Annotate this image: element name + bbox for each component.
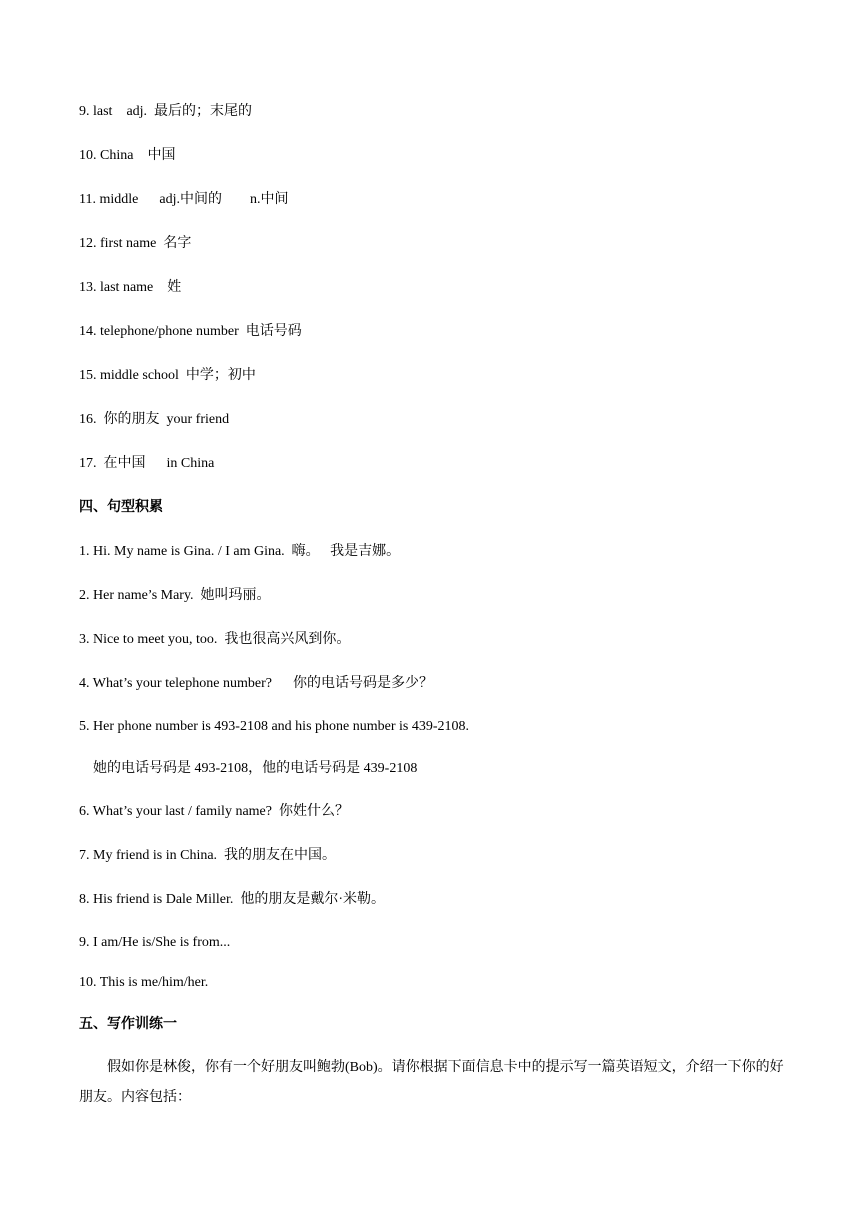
- vocab-item: 10. China 中国: [79, 148, 176, 163]
- sentence-item: 5. Her phone number is 493-2108 and his phone number is 439-2108.: [79, 719, 469, 734]
- vocab-item: 9. last adj. 最后的；末尾的: [79, 104, 253, 119]
- sentence-item: 7. My friend is in China. 我的朋友在中国。: [79, 848, 337, 863]
- sentence-item: 4. What’s your telephone number? 你的电话号码是多少？: [79, 676, 433, 691]
- sentence-item: 1. Hi. My name is Gina. / I am Gina. 嗨。 我是吉娜。: [79, 544, 401, 559]
- vocab-item: 16. 你的朋友 your friend: [79, 412, 230, 427]
- vocab-item: 14. telephone/phone number 电话号码: [79, 324, 302, 339]
- section-heading-writing: 五、写作训练一: [79, 1017, 177, 1032]
- vocab-item: 13. last name 姓: [79, 280, 182, 295]
- vocab-item: 15. middle school 中学；初中: [79, 368, 256, 383]
- sentence-item: 10. This is me/him/her.: [79, 975, 209, 990]
- vocab-item: 17. 在中国 in China: [79, 456, 215, 471]
- sentence-item: 8. His friend is Dale Miller. 他的朋友是戴尔·米勒。: [79, 892, 386, 907]
- writing-prompt-paragraph: 假如你是林俊，你有一个好朋友叫鲍勃(Bob)。请你根据下面信息卡中的提示写一篇英语短文，介绍一下你的好朋友。内容包括：: [79, 1060, 784, 1105]
- sentence-translation: 她的电话号码是 493-2108，他的电话号码是 439-2108: [93, 761, 418, 776]
- vocab-item: 12. first name 名字: [79, 236, 192, 251]
- sentence-item: 2. Her name’s Mary. 她叫玛丽。: [79, 588, 271, 603]
- sentence-item: 9. I am/He is/She is from...: [79, 935, 231, 950]
- section-heading-sentences: 四、句型积累: [79, 500, 163, 515]
- sentence-item: 6. What’s your last / family name? 你姓什么？: [79, 804, 349, 819]
- vocab-item: 11. middle adj.中间的 n.中间: [79, 192, 289, 207]
- sentence-item: 3. Nice to meet you, too. 我也很高兴风到你。: [79, 632, 351, 647]
